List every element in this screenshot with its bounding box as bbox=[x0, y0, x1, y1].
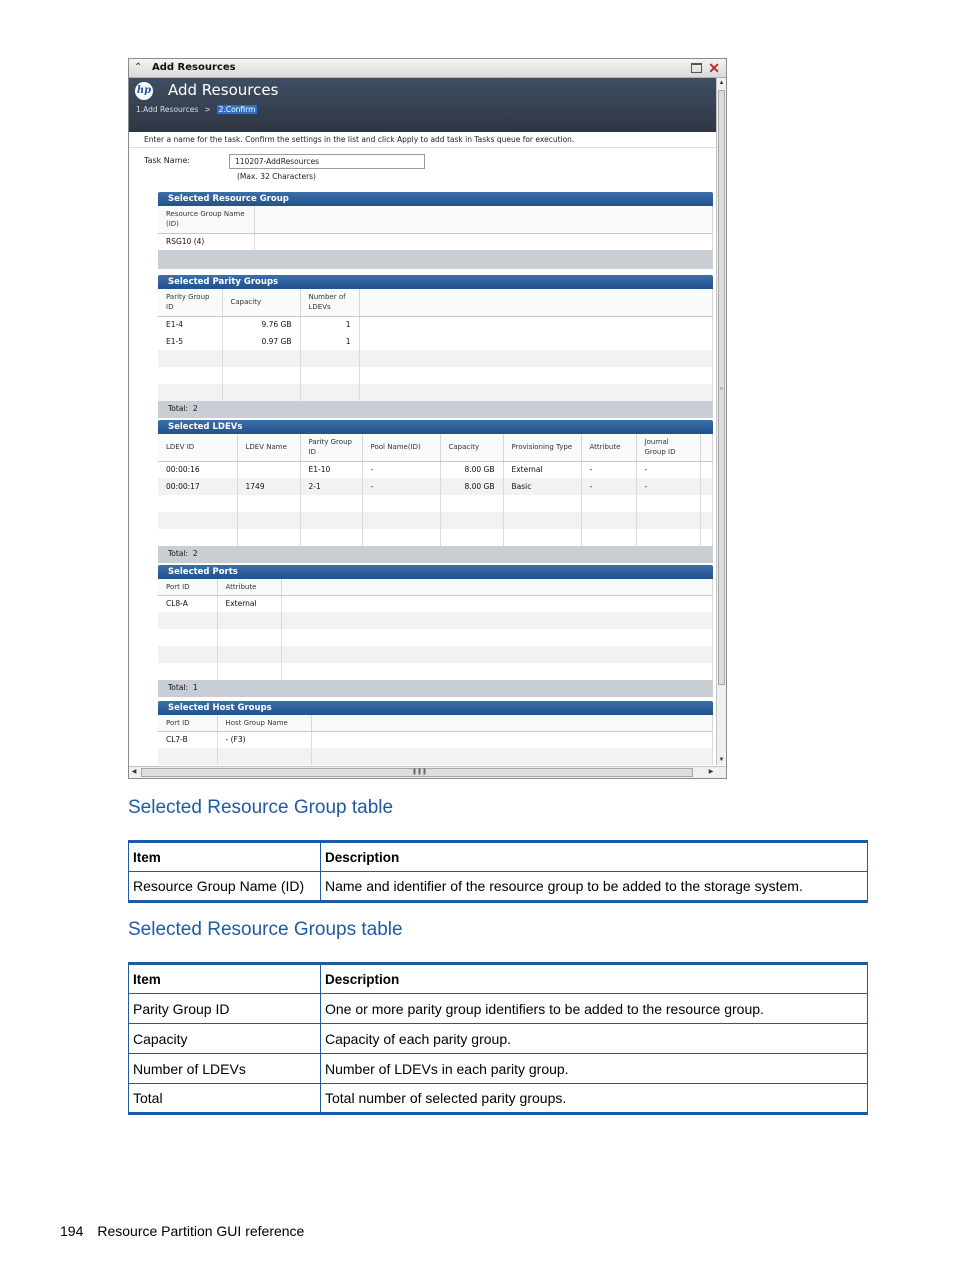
table-row-empty bbox=[158, 663, 713, 680]
table-footer bbox=[158, 250, 713, 269]
add-resources-window bbox=[128, 58, 727, 779]
page-number: 194 bbox=[60, 1223, 84, 1239]
column-header[interactable]: LDEV ID bbox=[158, 434, 237, 461]
wizard-banner bbox=[129, 78, 716, 132]
grip-icon: ≡ bbox=[720, 386, 723, 392]
table-row-empty bbox=[158, 512, 713, 529]
column-header[interactable]: Parity Group ID bbox=[300, 434, 362, 461]
breadcrumb-step-add-resources[interactable]: 1.Add Resources bbox=[136, 105, 199, 114]
column-header-description: Description bbox=[321, 842, 868, 872]
column-header[interactable]: Pool Name(ID) bbox=[362, 434, 440, 461]
column-header-item: Item bbox=[129, 964, 321, 994]
column-header[interactable]: Port ID bbox=[158, 579, 217, 595]
footer-title: Resource Partition GUI reference bbox=[97, 1223, 305, 1239]
section-heading-resource-group: Selected Resource Group table bbox=[128, 797, 394, 818]
selected-ldevs-section bbox=[158, 420, 713, 563]
table-row[interactable]: E1-4 9.76 GB 1 bbox=[158, 316, 713, 333]
table-row[interactable]: E1-5 0.97 GB 1 bbox=[158, 333, 713, 350]
wizard-breadcrumb bbox=[136, 105, 257, 114]
task-name-label: Task Name: bbox=[144, 156, 191, 165]
scroll-right-icon[interactable]: ▶ bbox=[708, 769, 714, 775]
horizontal-scrollbar[interactable] bbox=[129, 766, 726, 778]
banner-title: Add Resources bbox=[168, 81, 279, 99]
table-row[interactable]: CL8-A External bbox=[158, 595, 713, 612]
scroll-up-icon[interactable]: ▲ bbox=[718, 80, 725, 86]
section-heading-resource-groups: Selected Resource Groups table bbox=[128, 919, 403, 940]
table-row-empty bbox=[158, 384, 713, 401]
table-row: Capacity Capacity of each parity group. bbox=[129, 1024, 868, 1054]
window-titlebar bbox=[129, 59, 726, 78]
close-icon[interactable]: ✕ bbox=[708, 60, 720, 76]
table-row[interactable]: CL7-B - (F3) bbox=[158, 731, 713, 748]
scrollbar-thumb[interactable] bbox=[718, 90, 725, 685]
hp-logo: hp bbox=[135, 82, 153, 100]
table-row-empty bbox=[158, 748, 713, 765]
table-row[interactable]: 00:00:17 1749 2-1 - 8.00 GB Basic - - bbox=[158, 478, 713, 495]
table-row: Parity Group ID One or more parity group identifiers to be added to the resource group. bbox=[129, 994, 868, 1024]
section-header: Selected Host Groups bbox=[158, 701, 713, 715]
selected-parity-groups-section bbox=[158, 275, 713, 418]
table-cell: RSG10 (4) bbox=[158, 233, 254, 250]
column-header[interactable]: Journal Group ID bbox=[636, 434, 700, 461]
section-header: Selected Resource Group bbox=[158, 192, 713, 206]
wizard-content bbox=[129, 132, 716, 764]
table-row-empty bbox=[158, 629, 713, 646]
column-header[interactable]: Capacity bbox=[440, 434, 503, 461]
table-row-empty bbox=[158, 529, 713, 546]
table-row-empty bbox=[158, 350, 713, 367]
selected-host-groups-section bbox=[158, 701, 713, 765]
selected-resource-group-section bbox=[158, 192, 713, 269]
selected-ports-section bbox=[158, 565, 713, 697]
task-name-input[interactable]: 110207-AddResources bbox=[229, 154, 425, 169]
table-row-empty bbox=[158, 495, 713, 512]
instruction-text: Enter a name for the task. Confirm the settings in the list and click Apply to add task in Tasks queue for execution. bbox=[144, 135, 575, 144]
column-header[interactable]: Provisioning Type bbox=[503, 434, 581, 461]
scroll-left-icon[interactable]: ◀ bbox=[131, 769, 137, 775]
table-row: Number of LDEVs Number of LDEVs in each parity group. bbox=[129, 1054, 868, 1084]
collapse-chevron-icon[interactable]: ⌃ bbox=[134, 62, 143, 73]
table-row: Resource Group Name (ID) Name and identifier of the resource group to be added to the storage system. bbox=[129, 872, 868, 902]
maximize-icon[interactable] bbox=[691, 63, 702, 73]
resource-group-table bbox=[158, 206, 713, 250]
column-header-item: Item bbox=[129, 842, 321, 872]
table-row[interactable] bbox=[158, 233, 713, 250]
column-header-description: Description bbox=[321, 964, 868, 994]
section-header: Selected Ports bbox=[158, 565, 713, 579]
table-row-empty bbox=[158, 612, 713, 629]
table-row-empty bbox=[158, 367, 713, 384]
window-title: Add Resources bbox=[152, 62, 236, 73]
resource-groups-doc-table bbox=[128, 962, 868, 1115]
column-header[interactable]: Capacity bbox=[222, 289, 300, 316]
task-name-hint: (Max. 32 Characters) bbox=[237, 172, 316, 181]
parity-groups-table bbox=[158, 289, 713, 401]
scroll-down-icon[interactable]: ▼ bbox=[718, 757, 725, 763]
column-header[interactable]: Parity Group ID bbox=[158, 289, 222, 316]
table-row-empty bbox=[158, 646, 713, 663]
column-header[interactable]: Port ID bbox=[158, 715, 217, 731]
ports-table bbox=[158, 579, 713, 680]
table-row: Total Total number of selected parity groups. bbox=[129, 1084, 868, 1114]
table-total: Total: 2 bbox=[158, 546, 713, 563]
column-header[interactable]: Number of LDEVs bbox=[300, 289, 359, 316]
table-total: Total: 1 bbox=[158, 680, 713, 697]
section-header: Selected LDEVs bbox=[158, 420, 713, 434]
breadcrumb-separator: > bbox=[204, 105, 211, 114]
column-header[interactable]: Host Group Name bbox=[217, 715, 311, 731]
host-groups-table bbox=[158, 715, 713, 765]
page-footer bbox=[60, 1223, 304, 1239]
table-total: Total: 2 bbox=[158, 401, 713, 418]
scrollbar-thumb[interactable] bbox=[141, 768, 693, 777]
grip-icon: ❚❚❚ bbox=[412, 769, 428, 775]
vertical-scrollbar[interactable] bbox=[716, 78, 726, 765]
breadcrumb-step-confirm: 2.Confirm bbox=[218, 105, 256, 114]
column-header[interactable]: Resource Group Name (ID) bbox=[158, 206, 254, 233]
resource-group-doc-table bbox=[128, 840, 868, 903]
section-header: Selected Parity Groups bbox=[158, 275, 713, 289]
ldevs-table bbox=[158, 434, 713, 546]
column-header[interactable]: Attribute bbox=[581, 434, 636, 461]
column-header[interactable]: Attribute bbox=[217, 579, 281, 595]
table-row[interactable]: 00:00:16 E1-10 - 8.00 GB External - - bbox=[158, 461, 713, 478]
column-header[interactable]: LDEV Name bbox=[237, 434, 300, 461]
divider bbox=[129, 147, 716, 148]
